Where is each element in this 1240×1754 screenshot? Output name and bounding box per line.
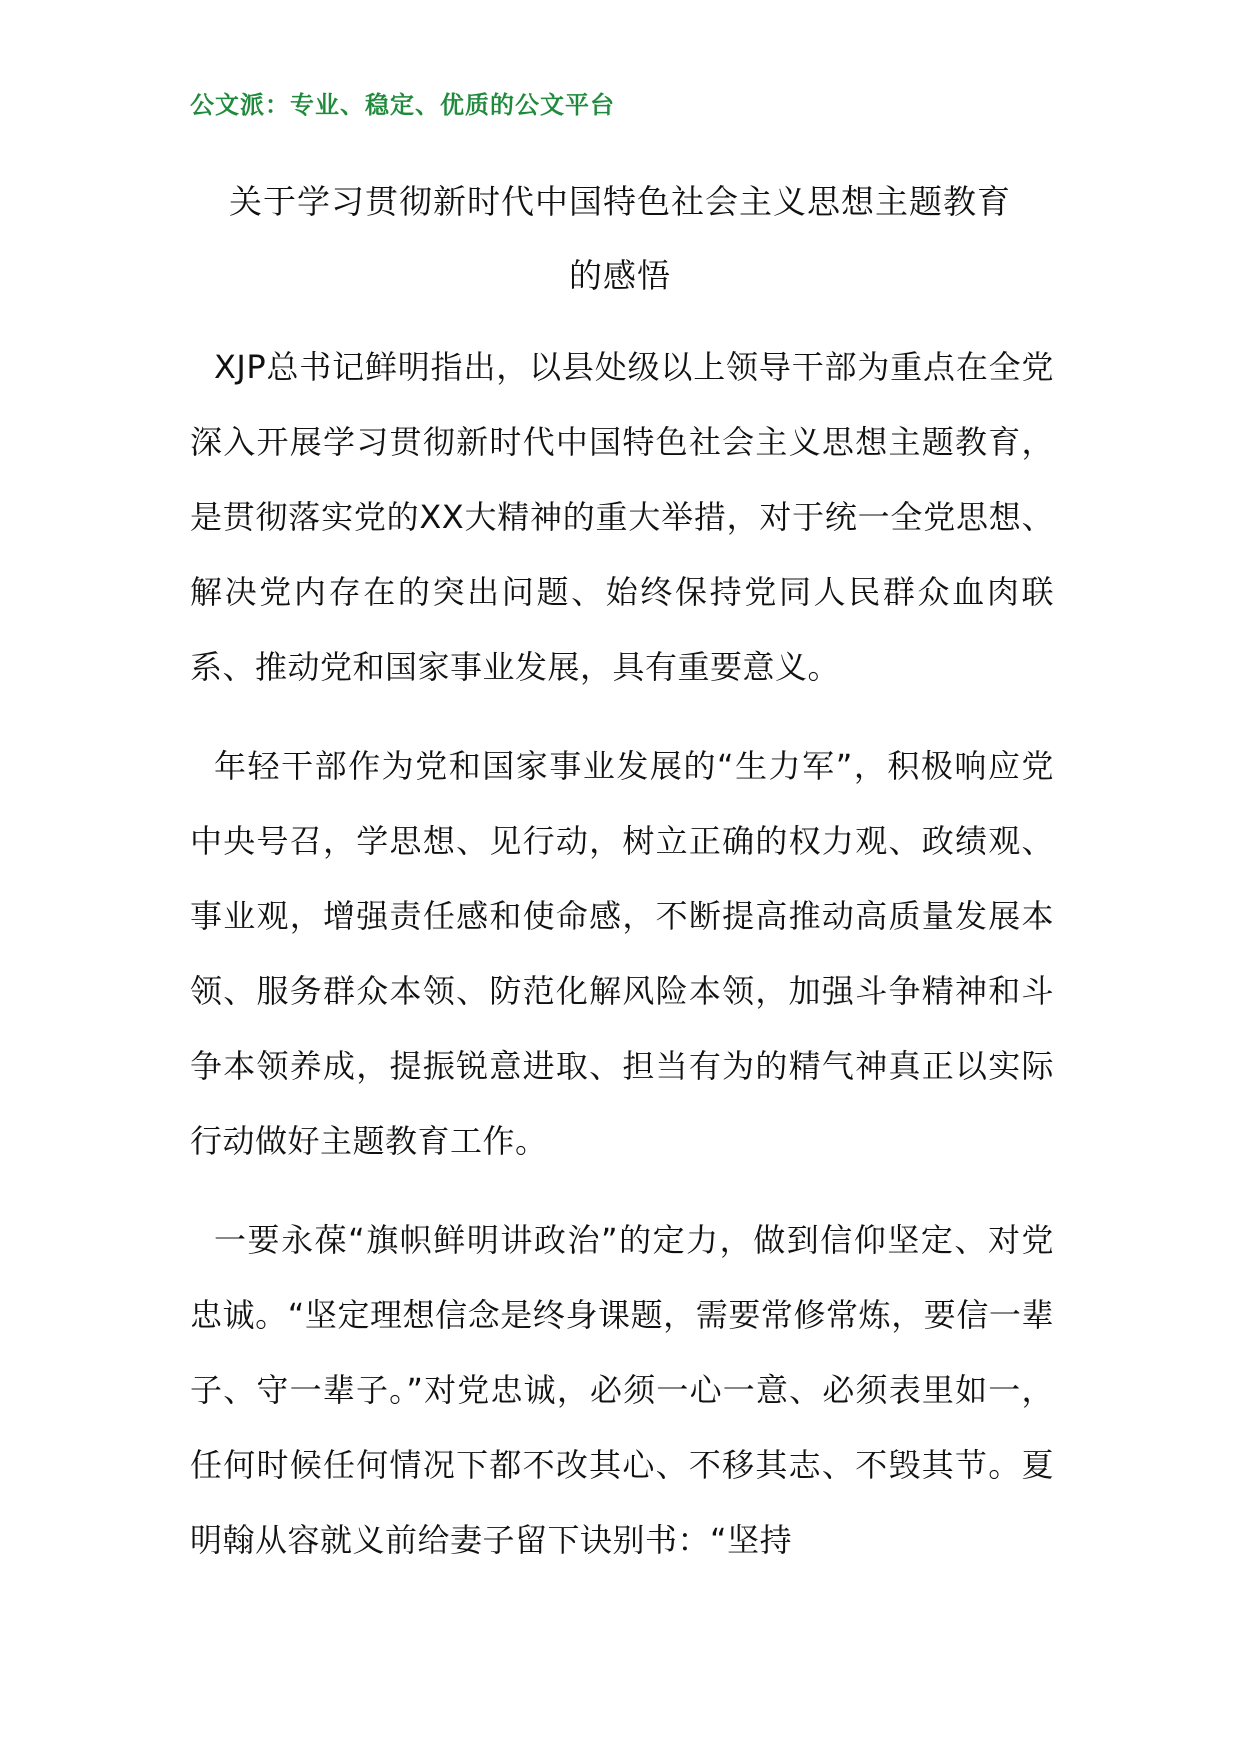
header-banner: 公文派：专业、稳定、优质的公文平台 — [190, 91, 615, 119]
document-body — [190, 330, 1054, 1602]
paragraph: XJP总书记鲜明指出，以县处级以上领导干部为重点在全党深入开展学习贯彻新时代中国特色社会主义思想主题教育，是贯彻落实党的XX大精神的重大举措，对于统一全党思想、解决党内存在的突出问题、始终保持党同人民群众血肉联系、推动党和国家事业发展，具有重要意义。 — [190, 348, 1054, 686]
title-line-2: 的感悟 — [569, 256, 671, 295]
title-line-1: 关于学习贯彻新时代中国特色社会主义思想主题教育 — [229, 182, 1011, 221]
paragraph: 一要永葆“旗帜鲜明讲政治”的定力，做到信仰坚定、对党忠诚。“坚定理想信念是终身课题，需要常修常炼，要信一辈子、守一辈子。”对党忠诚，必须一心一意、必须表里如一，任何时候任何情况下都不改其心、不移其志、不毁其节。夏明翰从容就义前给妻子留下诀别书：“坚持 — [190, 1221, 1054, 1559]
document-title — [190, 165, 1050, 313]
paragraph: 年轻干部作为党和国家事业发展的“生力军”，积极响应党中央号召，学思想、见行动，树立正确的权力观、政绩观、事业观，增强责任感和使命感，不断提高推动高质量发展本领、服务群众本领、防范化解风险本领，加强斗争精神和斗争本领养成，提振锐意进取、担当有为的精气神真正以实际行动做好主题教育工作。 — [190, 747, 1054, 1160]
